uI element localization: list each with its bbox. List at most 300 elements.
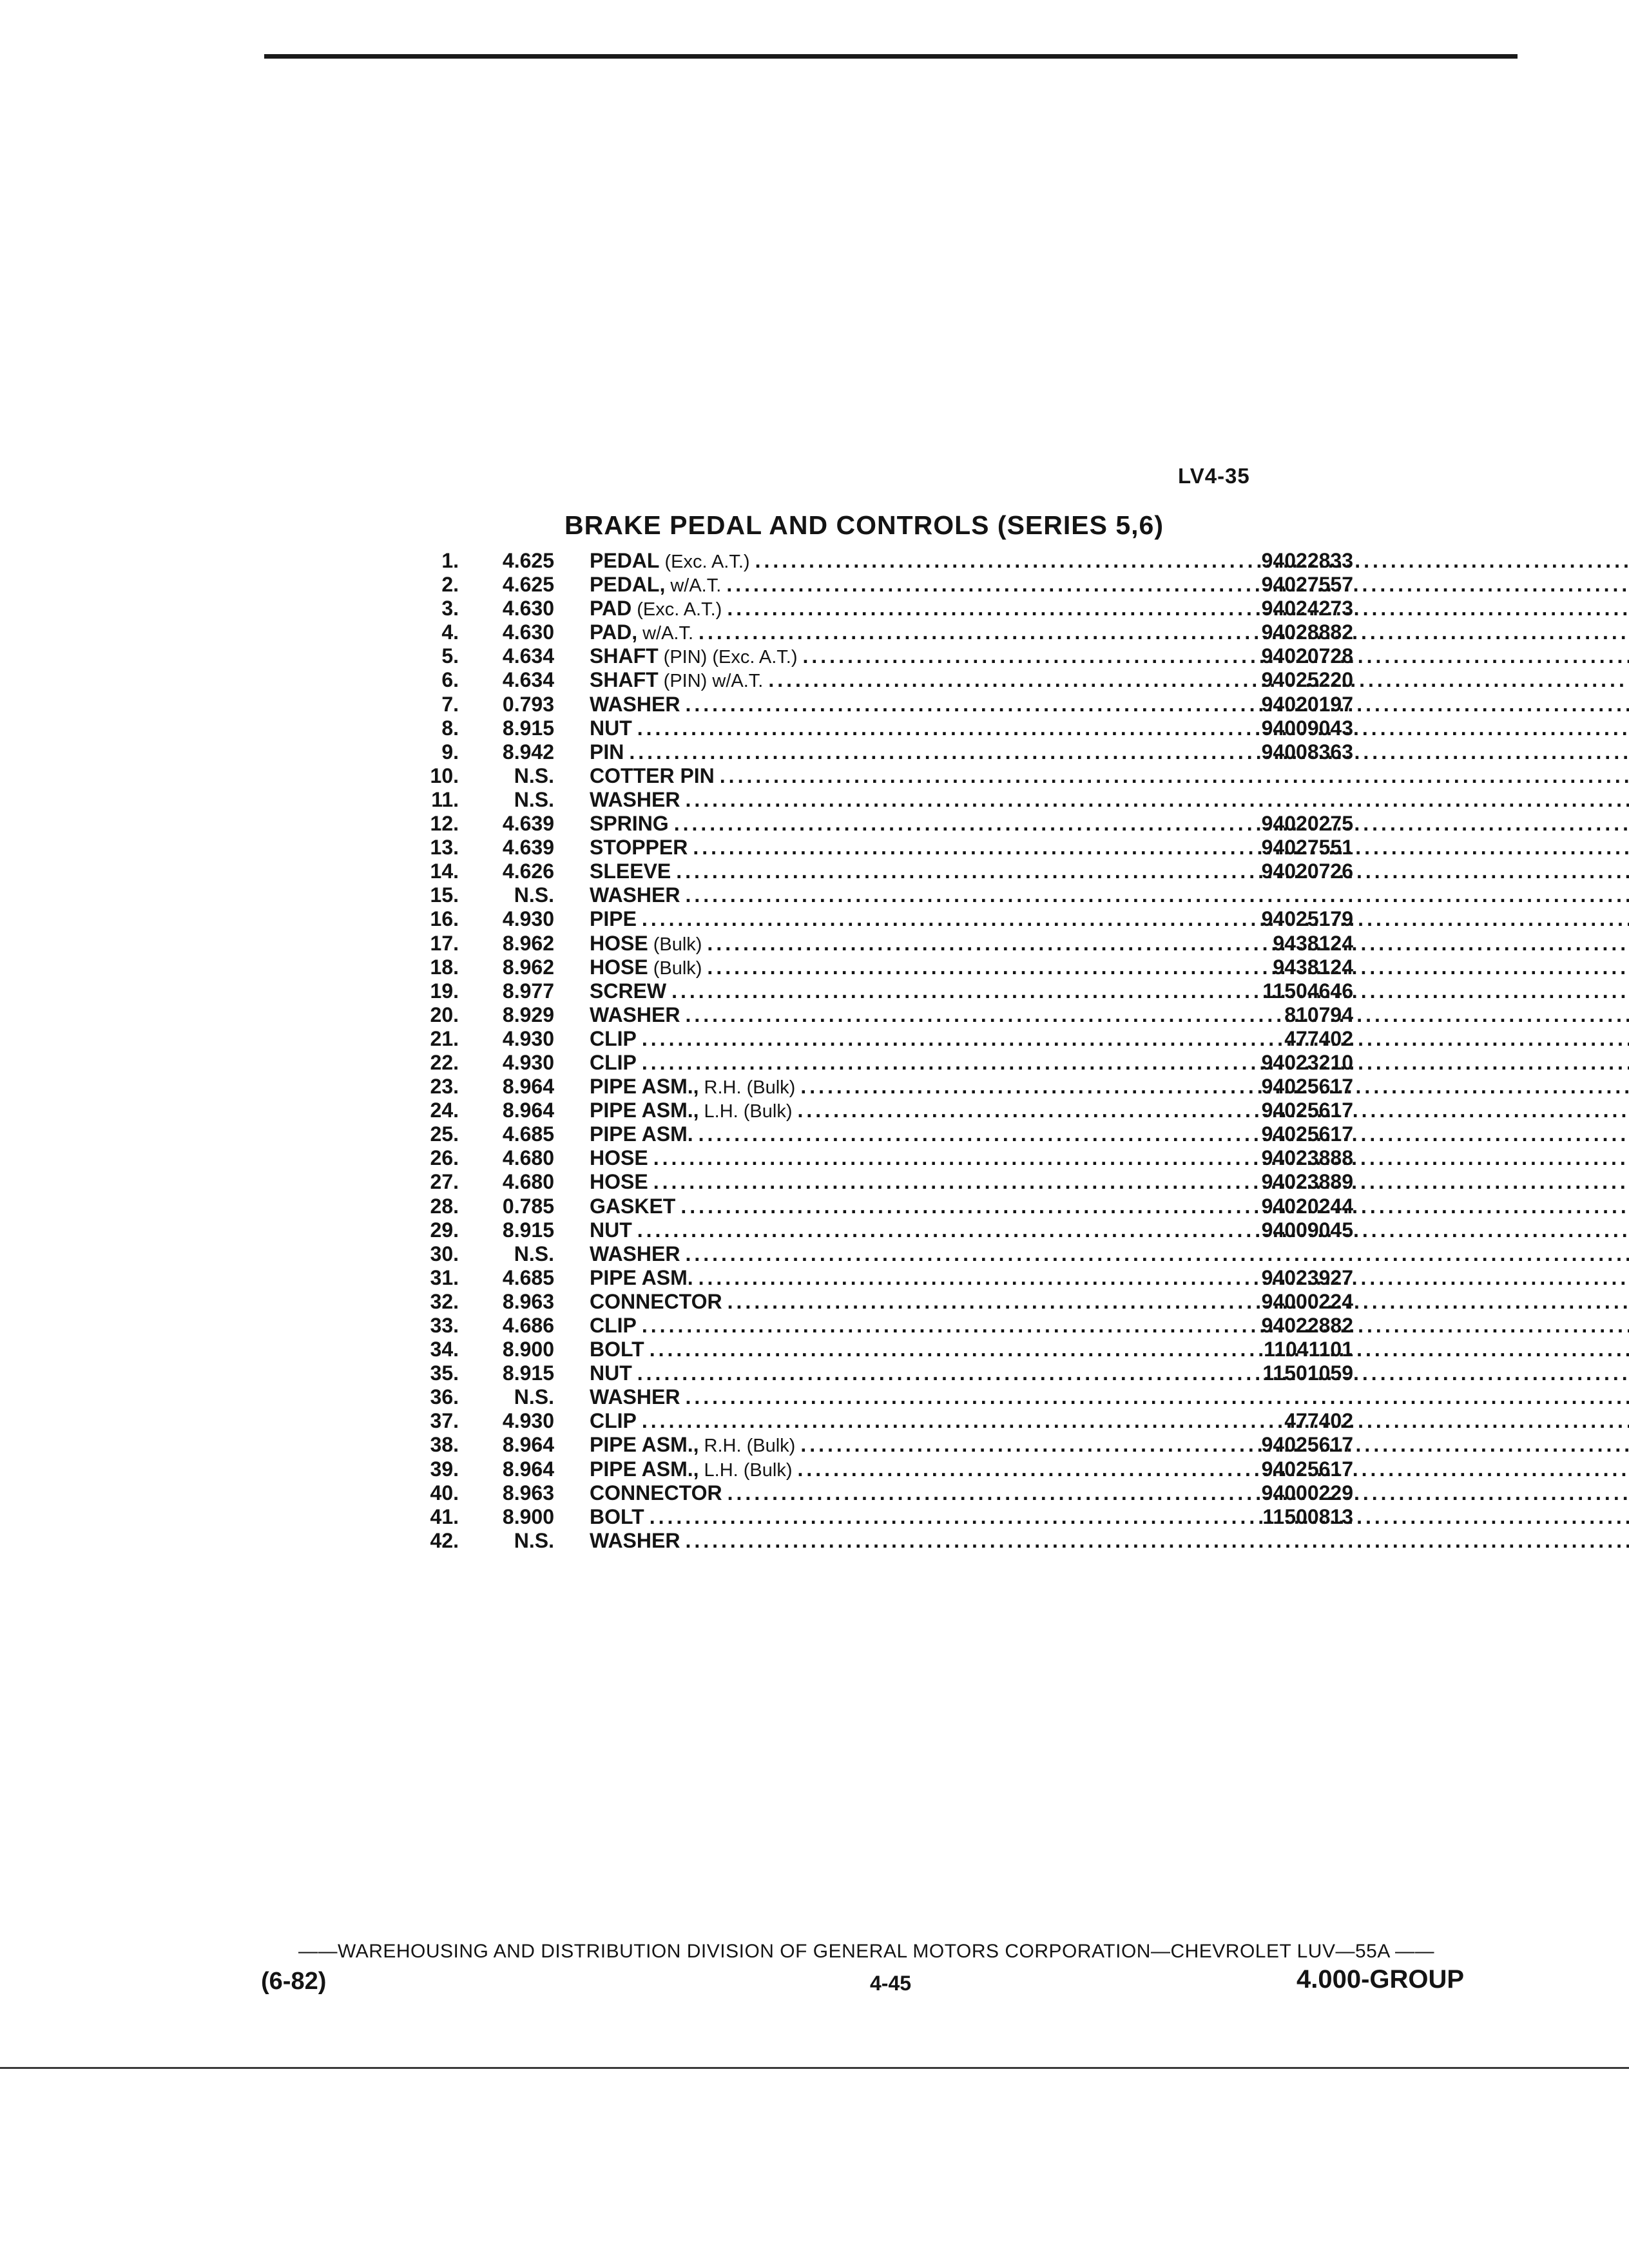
item-number: 7. [441, 692, 459, 716]
item-number: 28. [430, 1194, 459, 1218]
part-number: 477402 [1284, 1409, 1353, 1433]
part-number: 11501059 [1262, 1361, 1353, 1385]
footer-publisher-line: ——WAREHOUSING AND DISTRIBUTION DIVISION OF GENERAL MOTORS CORPORATION—CHEVROLET LUV—55A —— [298, 1941, 1435, 1962]
item-qualifier: L.H. (Bulk) [704, 1101, 793, 1122]
item-name: HOSE [590, 931, 648, 955]
parts-row [412, 788, 1379, 812]
parts-row [412, 693, 1379, 716]
leader-dots [650, 1505, 1629, 1529]
leader-dots [726, 573, 1629, 597]
group-number: 4.639 [502, 836, 554, 860]
item-description [590, 1003, 1629, 1027]
item-number: 34. [430, 1338, 459, 1361]
parts-row [412, 597, 1379, 620]
parts-row [412, 1505, 1379, 1529]
item-description [590, 573, 1629, 598]
group-number: 8.929 [502, 1003, 554, 1026]
part-number: 94000229 [1261, 1481, 1353, 1504]
parts-row [412, 1099, 1379, 1122]
item-name: NUT [590, 1218, 632, 1242]
group-number: N.S. [514, 1528, 554, 1552]
item-number: 5. [441, 644, 459, 668]
item-qualifier: L.H. (Bulk) [704, 1459, 793, 1481]
parts-row [412, 956, 1379, 979]
parts-row [412, 1027, 1379, 1051]
footer-date: (6-82) [261, 1968, 327, 1995]
part-number: 94027557 [1261, 573, 1353, 597]
leader-dots [699, 1266, 1629, 1290]
part-number: 94020275 [1261, 812, 1353, 836]
item-number: 40. [430, 1481, 459, 1504]
group-number: 8.962 [502, 931, 554, 955]
leader-dots [707, 932, 1629, 956]
part-number: 94023889 [1261, 1170, 1353, 1194]
part-number: 94025617 [1261, 1122, 1353, 1146]
group-number: N.S. [514, 787, 554, 811]
item-description [590, 883, 1629, 907]
item-number: 20. [430, 1003, 459, 1026]
item-description [590, 836, 1629, 860]
leader-dots [685, 1242, 1629, 1266]
item-name: WASHER [590, 1003, 680, 1026]
item-number: 3. [441, 597, 459, 620]
item-name: COTTER PIN [590, 764, 715, 787]
item-name: SLEEVE [590, 860, 671, 883]
parts-row [412, 1433, 1379, 1457]
leader-dots [637, 1218, 1629, 1242]
item-name: WASHER [590, 692, 680, 716]
group-number: N.S. [514, 1385, 554, 1409]
item-name: WASHER [590, 883, 680, 907]
part-number: 94020197 [1261, 692, 1353, 716]
part-number: 94000224 [1261, 1289, 1353, 1313]
item-name: CLIP [590, 1050, 637, 1074]
leader-dots [685, 1529, 1629, 1553]
group-number: N.S. [514, 1242, 554, 1265]
group-number: 4.685 [502, 1122, 554, 1146]
parts-row [412, 644, 1379, 668]
item-name: PIN [590, 740, 624, 764]
parts-row [412, 764, 1379, 788]
item-description [590, 716, 1629, 740]
group-number: 4.634 [502, 644, 554, 668]
part-number: 94020244 [1261, 1194, 1353, 1218]
item-qualifier: R.H. (Bulk) [704, 1436, 796, 1457]
item-description [590, 1195, 1629, 1218]
item-description [590, 549, 1629, 574]
leader-dots [674, 812, 1629, 836]
leader-dots [653, 1170, 1629, 1194]
leader-dots [642, 1027, 1629, 1051]
item-name: NUT [590, 716, 632, 740]
item-number: 36. [430, 1385, 459, 1409]
part-number: 94008363 [1261, 740, 1353, 764]
item-description [590, 932, 1629, 957]
part-number: 94025617 [1261, 1099, 1353, 1122]
parts-row [412, 860, 1379, 883]
footer-group: 4.000-GROUP [1296, 1965, 1465, 1994]
parts-row [412, 812, 1379, 836]
leader-dots [728, 1290, 1629, 1314]
item-number: 25. [430, 1122, 459, 1146]
group-number: 8.915 [502, 716, 554, 740]
item-qualifier: (PIN) w/A.T. [663, 671, 764, 692]
part-number: 9438124 [1273, 931, 1353, 955]
item-description [590, 1529, 1629, 1553]
leader-dots [727, 597, 1629, 620]
item-name: NUT [590, 1361, 632, 1385]
group-number: 4.639 [502, 812, 554, 836]
item-description [590, 1051, 1629, 1075]
item-number: 33. [430, 1314, 459, 1337]
parts-row [412, 979, 1379, 1003]
parts-row [412, 883, 1379, 907]
item-name: CLIP [590, 1026, 637, 1050]
group-number: 8.963 [502, 1481, 554, 1504]
item-name: SHAFT [590, 668, 659, 692]
item-description [590, 1338, 1629, 1361]
leader-dots [642, 907, 1629, 931]
item-description [590, 1433, 1629, 1458]
item-number: 11. [431, 787, 459, 811]
item-number: 16. [430, 907, 459, 931]
item-number: 24. [430, 1099, 459, 1122]
group-number: 8.964 [502, 1433, 554, 1457]
part-number: 94023888 [1261, 1146, 1353, 1170]
item-description [590, 1218, 1629, 1242]
item-number: 23. [430, 1075, 459, 1099]
group-number: 8.964 [502, 1075, 554, 1099]
group-number: 4.930 [502, 1026, 554, 1050]
part-number: 94009045 [1261, 1218, 1353, 1242]
item-name: SHAFT [590, 644, 659, 668]
item-qualifier: (PIN) (Exc. A.T.) [663, 647, 798, 668]
leader-dots [642, 1314, 1629, 1338]
item-qualifier: (Bulk) [653, 934, 702, 955]
group-number: 4.630 [502, 597, 554, 620]
item-qualifier: w/A.T. [670, 575, 722, 597]
item-name: PIPE ASM., [590, 1457, 699, 1481]
item-number: 9. [441, 740, 459, 764]
item-name: STOPPER [590, 836, 688, 860]
item-number: 10. [430, 764, 459, 787]
item-description [590, 1385, 1629, 1409]
item-number: 8. [441, 716, 459, 740]
page-title: BRAKE PEDAL AND CONTROLS (SERIES 5,6) [564, 510, 1164, 540]
parts-row [412, 1338, 1379, 1361]
parts-row [412, 716, 1379, 740]
item-number: 6. [441, 668, 459, 692]
leader-dots [680, 1195, 1629, 1218]
parts-row [412, 1266, 1379, 1290]
leader-dots [699, 1122, 1629, 1146]
item-description [590, 693, 1629, 716]
part-number: 94027551 [1261, 836, 1353, 860]
parts-row [412, 1457, 1379, 1481]
part-number: 94024273 [1261, 597, 1353, 620]
group-number: 0.793 [502, 692, 554, 716]
item-name: SCREW [590, 979, 667, 1003]
item-name: PIPE ASM., [590, 1075, 699, 1099]
item-name: PEDAL, [590, 573, 666, 597]
item-description [590, 1170, 1629, 1194]
item-name: CLIP [590, 1409, 637, 1433]
item-number: 37. [430, 1409, 459, 1433]
item-description [590, 1122, 1629, 1146]
parts-row [412, 932, 1379, 956]
part-number: 94023210 [1261, 1050, 1353, 1074]
item-name: CONNECTOR [590, 1481, 722, 1504]
item-description [590, 764, 1629, 788]
item-name: PEDAL [590, 549, 660, 572]
part-number: 94020728 [1261, 644, 1353, 668]
group-number: 4.930 [502, 907, 554, 931]
item-name: PIPE ASM., [590, 1433, 699, 1457]
parts-row [412, 1170, 1379, 1194]
item-number: 15. [430, 883, 459, 907]
group-number: 4.625 [502, 573, 554, 597]
group-number: 8.964 [502, 1099, 554, 1122]
item-number: 4. [441, 620, 459, 644]
part-number: 94023927 [1261, 1265, 1353, 1289]
group-number: 4.685 [502, 1265, 554, 1289]
parts-row [412, 1051, 1379, 1075]
group-number: 8.962 [502, 955, 554, 979]
item-number: 22. [430, 1050, 459, 1074]
item-description [590, 1361, 1629, 1385]
parts-row [412, 836, 1379, 860]
parts-row [412, 1409, 1379, 1433]
item-description [590, 907, 1629, 931]
parts-row [412, 1385, 1379, 1409]
item-number: 38. [430, 1433, 459, 1457]
item-qualifier: w/A.T. [642, 623, 694, 644]
parts-row [412, 1529, 1379, 1553]
item-description [590, 1505, 1629, 1529]
parts-row [412, 1242, 1379, 1266]
group-number: 4.626 [502, 860, 554, 883]
item-number: 18. [430, 955, 459, 979]
item-description [590, 812, 1629, 836]
parts-row [412, 1481, 1379, 1505]
item-number: 19. [430, 979, 459, 1003]
leader-dots [637, 1361, 1629, 1385]
item-number: 1. [441, 549, 459, 572]
leader-dots [699, 620, 1629, 644]
leader-dots [685, 788, 1629, 812]
part-number: 94028882 [1261, 620, 1353, 644]
leader-dots [637, 716, 1629, 740]
group-number: 4.930 [502, 1050, 554, 1074]
group-number: 4.625 [502, 549, 554, 572]
item-name: PAD, [590, 620, 638, 644]
item-name: PIPE ASM. [590, 1265, 693, 1289]
item-description [590, 1027, 1629, 1051]
item-number: 13. [430, 836, 459, 860]
item-description [590, 1457, 1629, 1483]
item-description [590, 788, 1629, 812]
parts-row [412, 620, 1379, 644]
parts-list [412, 549, 1379, 1553]
parts-row [412, 907, 1379, 931]
item-number: 27. [430, 1170, 459, 1194]
item-number: 31. [430, 1265, 459, 1289]
parts-row [412, 549, 1379, 573]
item-number: 17. [430, 931, 459, 955]
item-description [590, 740, 1629, 764]
leader-dots [685, 1003, 1629, 1027]
top-rule [264, 54, 1518, 59]
part-number: 94025617 [1261, 1075, 1353, 1099]
item-number: 12. [430, 812, 459, 836]
item-number: 2. [441, 573, 459, 597]
parts-row [412, 1003, 1379, 1027]
item-description [590, 979, 1629, 1003]
item-name: SPRING [590, 812, 669, 836]
part-number: 477402 [1284, 1026, 1353, 1050]
leader-dots [685, 883, 1629, 907]
item-name: WASHER [590, 787, 680, 811]
group-number: 8.963 [502, 1289, 554, 1313]
item-name: WASHER [590, 1528, 680, 1552]
parts-row [412, 1314, 1379, 1338]
part-number: 9438124 [1273, 955, 1353, 979]
item-description [590, 956, 1629, 981]
group-number: 4.630 [502, 620, 554, 644]
part-number: 94025617 [1261, 1457, 1353, 1481]
leader-dots [685, 693, 1629, 716]
footer-page-number: 4-45 [870, 1972, 912, 1995]
group-number: 8.964 [502, 1457, 554, 1481]
item-name: WASHER [590, 1242, 680, 1265]
item-number: 32. [430, 1289, 459, 1313]
item-number: 29. [430, 1218, 459, 1242]
item-name: WASHER [590, 1385, 680, 1409]
part-number: 94025617 [1261, 1433, 1353, 1457]
item-name: CONNECTOR [590, 1289, 722, 1313]
item-qualifier: (Bulk) [653, 957, 702, 979]
part-number: 11500813 [1262, 1504, 1353, 1528]
part-number: 94025220 [1261, 668, 1353, 692]
item-qualifier: (Exc. A.T.) [637, 599, 722, 620]
group-number: 4.680 [502, 1146, 554, 1170]
item-number: 42. [430, 1528, 459, 1552]
parts-row [412, 1361, 1379, 1385]
leader-dots [685, 1385, 1629, 1409]
leader-dots [650, 1338, 1629, 1361]
group-number: N.S. [514, 764, 554, 787]
group-number: 8.915 [502, 1218, 554, 1242]
item-name: CLIP [590, 1314, 637, 1337]
item-description [590, 1099, 1629, 1124]
part-number: 94009043 [1261, 716, 1353, 740]
leader-dots [653, 1146, 1629, 1170]
group-number: 8.915 [502, 1361, 554, 1385]
item-qualifier: (Exc. A.T.) [664, 552, 750, 572]
parts-row [412, 1195, 1379, 1218]
item-name: BOLT [590, 1504, 644, 1528]
item-name: PIPE [590, 907, 637, 931]
item-number: 41. [430, 1504, 459, 1528]
item-number: 30. [430, 1242, 459, 1265]
leader-dots [629, 740, 1629, 764]
parts-row [412, 573, 1379, 597]
parts-row [412, 1075, 1379, 1099]
group-number: 8.900 [502, 1338, 554, 1361]
part-number: 11504646 [1262, 979, 1353, 1003]
part-number: 11041101 [1264, 1338, 1353, 1361]
group-number: 8.900 [502, 1504, 554, 1528]
item-name: HOSE [590, 1170, 648, 1194]
item-description [590, 620, 1629, 646]
item-number: 35. [430, 1361, 459, 1385]
bottom-rule [0, 2067, 1629, 2069]
parts-row [412, 1218, 1379, 1242]
leader-dots [676, 860, 1629, 883]
leader-dots [671, 979, 1629, 1003]
item-description [590, 1146, 1629, 1170]
group-number: 4.634 [502, 668, 554, 692]
item-number: 39. [430, 1457, 459, 1481]
item-qualifier: R.H. (Bulk) [704, 1077, 796, 1099]
item-description [590, 1075, 1629, 1100]
item-description [590, 1314, 1629, 1338]
group-number: 4.930 [502, 1409, 554, 1433]
item-number: 21. [430, 1026, 459, 1050]
item-number: 26. [430, 1146, 459, 1170]
item-name: BOLT [590, 1338, 644, 1361]
group-number: N.S. [514, 883, 554, 907]
item-description [590, 597, 1629, 622]
item-number: 14. [430, 860, 459, 883]
item-name: GASKET [590, 1194, 676, 1218]
parts-row [412, 668, 1379, 692]
group-number: 4.686 [502, 1314, 554, 1337]
leader-dots [728, 1481, 1629, 1505]
part-number: 94022833 [1261, 549, 1353, 572]
parts-row [412, 1290, 1379, 1314]
item-name: HOSE [590, 1146, 648, 1170]
item-name: PAD [590, 597, 632, 620]
item-description [590, 1242, 1629, 1266]
part-number: 94025179 [1261, 907, 1353, 931]
part-number: 810794 [1284, 1003, 1353, 1026]
item-description [590, 1266, 1629, 1290]
parts-row [412, 740, 1379, 764]
item-name: HOSE [590, 955, 648, 979]
leader-dots [642, 1409, 1629, 1433]
item-description [590, 668, 1629, 693]
group-number: 4.680 [502, 1170, 554, 1194]
leader-dots [693, 836, 1629, 860]
item-description [590, 1409, 1629, 1433]
page-code: LV4-35 [1178, 464, 1250, 488]
item-description [590, 1481, 1629, 1505]
part-number: 94020726 [1261, 860, 1353, 883]
item-description [590, 644, 1629, 669]
leader-dots [642, 1051, 1629, 1075]
item-name: PIPE ASM. [590, 1122, 693, 1146]
group-number: 8.977 [502, 979, 554, 1003]
part-number: 94022882 [1261, 1314, 1353, 1337]
group-number: 8.942 [502, 740, 554, 764]
group-number: 0.785 [502, 1194, 554, 1218]
leader-dots [720, 764, 1629, 788]
item-name: PIPE ASM., [590, 1099, 699, 1122]
leader-dots [707, 956, 1629, 979]
item-description [590, 860, 1629, 883]
item-description [590, 1290, 1629, 1314]
